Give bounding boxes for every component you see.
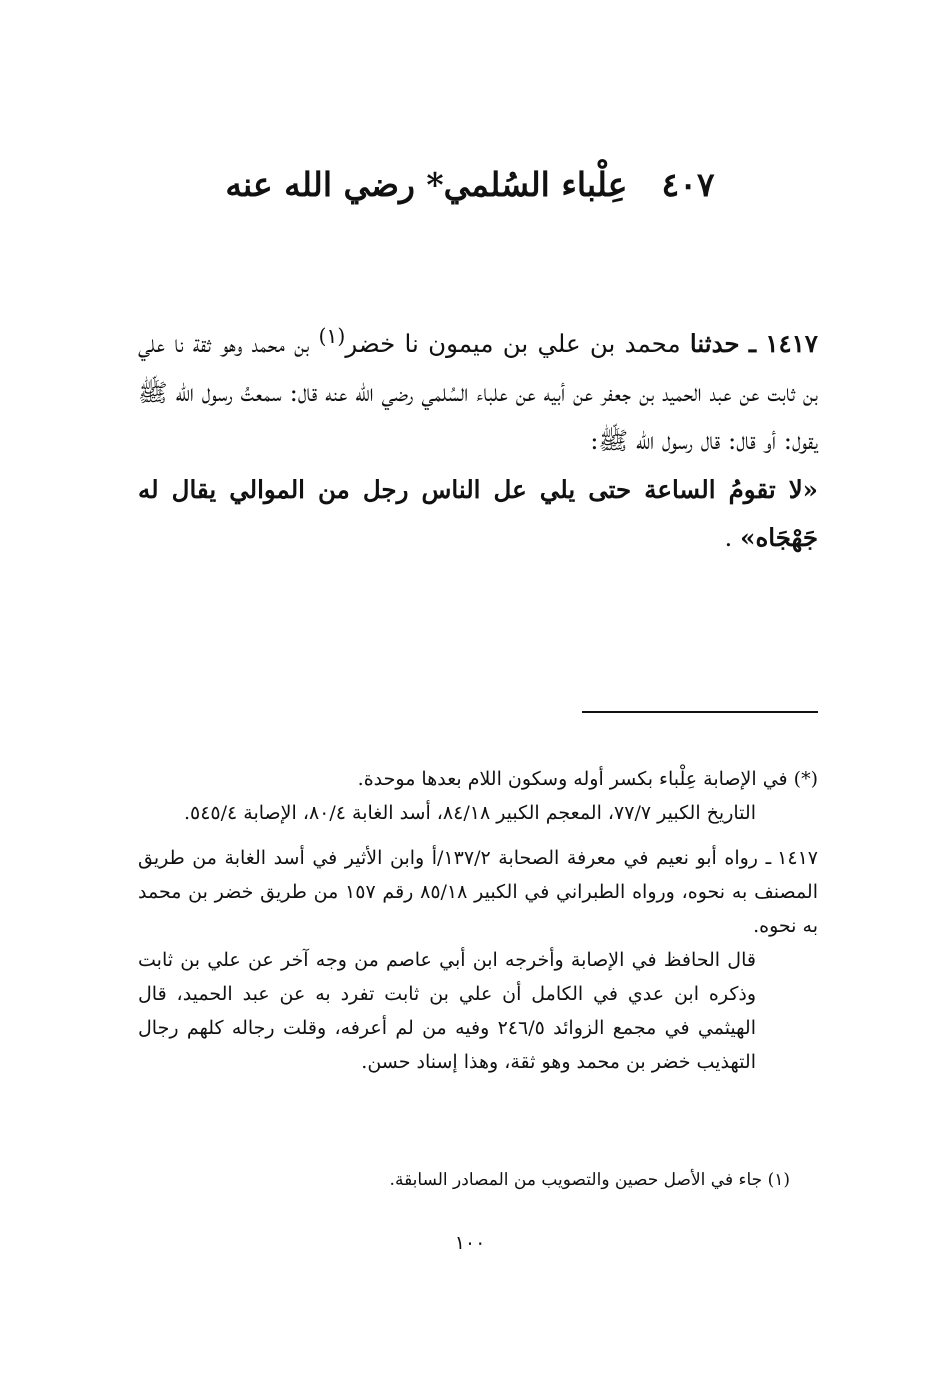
page-number: ١٠٠ — [454, 1232, 486, 1254]
star-note-marker: (*) — [793, 768, 818, 790]
hadith-dash: ـ — [748, 329, 757, 359]
takhrij-text-1: رواه أبو نعيم في معرفة الصحابة ١٣٧/٢/أ وابن الأثير في أسد الغابة من طريق المصنف به نحوه، ورواه الطبراني في الكبير ٨٥/١٨ رقم ١٥٧ من طريق خضر بن محمد به نحوه. — [138, 847, 818, 937]
isnad-part-1: محمد بن علي بن ميمون نا خضر — [345, 329, 681, 359]
star-note — [138, 762, 818, 830]
hadith-number: ١٤١٧ — [765, 329, 818, 359]
hadith-matn-line — [138, 466, 818, 563]
isnad-part-2: بن محمد وهو ثقة نا علي بن ثابت عن عبد الحميد بن جعفر عن أبيه عن علباء السُلمي رضي الله عنه قال: سمعتُ رسول الله ﷺ يقول: أو قال: قال رسول الله ﷺ: — [138, 329, 818, 456]
hadith-lead-word: حدثنا — [689, 329, 740, 359]
takhrij-note — [138, 841, 818, 1079]
footnote-reference: (١) — [318, 324, 346, 348]
commentary-notes — [138, 762, 818, 1090]
hadith-end-mark: . — [724, 523, 733, 553]
chapter-number: ٤٠٧ — [661, 165, 715, 204]
takhrij-marker: ١٤١٧ ـ — [765, 847, 818, 869]
takhrij-text-2: قال الحافظ في الإصابة وأخرجه ابن أبي عاصم من وجه آخر عن علي بن ثابت وذكره ابن عدي في الكامل أن علي بن ثابت تفرد به عن عبد الحميد، قال الهيثمي في مجمع الزوائد ٢٤٦/٥ وفيه من لم أعرفه، وقلت رجاله كلهم رجال التهذيب خضر بن محمد وهو ثقة، وهذا إسناد حسن. — [138, 949, 756, 1073]
footnote — [140, 1166, 790, 1194]
hadith-isnad — [138, 312, 818, 466]
star-note-sources: التاريخ الكبير ٧٧/٧، المعجم الكبير ٨٤/١٨، أسد الغابة ٨٠/٤، الإصابة ٥٤٥/٤. — [183, 802, 756, 824]
chapter-name: عِلْباء السُلمي* رضي الله عنه — [225, 165, 628, 204]
chapter-title — [0, 165, 940, 204]
hadith-text — [138, 312, 818, 563]
star-note-line-1: في الإصابة عِلْباء بكسر أوله وسكون اللام بعدها موحدة. — [357, 768, 788, 790]
footnote-text: جاء في الأصل حصين والتصويب من المصادر السابقة. — [389, 1170, 763, 1190]
hadith-matn: «لا تقومُ الساعة حتى يلي عل الناس رجل من الموالي يقال له جَهْجَاه» — [138, 474, 818, 553]
footnote-separator — [582, 711, 818, 713]
footnote-marker: (١) — [767, 1170, 790, 1190]
